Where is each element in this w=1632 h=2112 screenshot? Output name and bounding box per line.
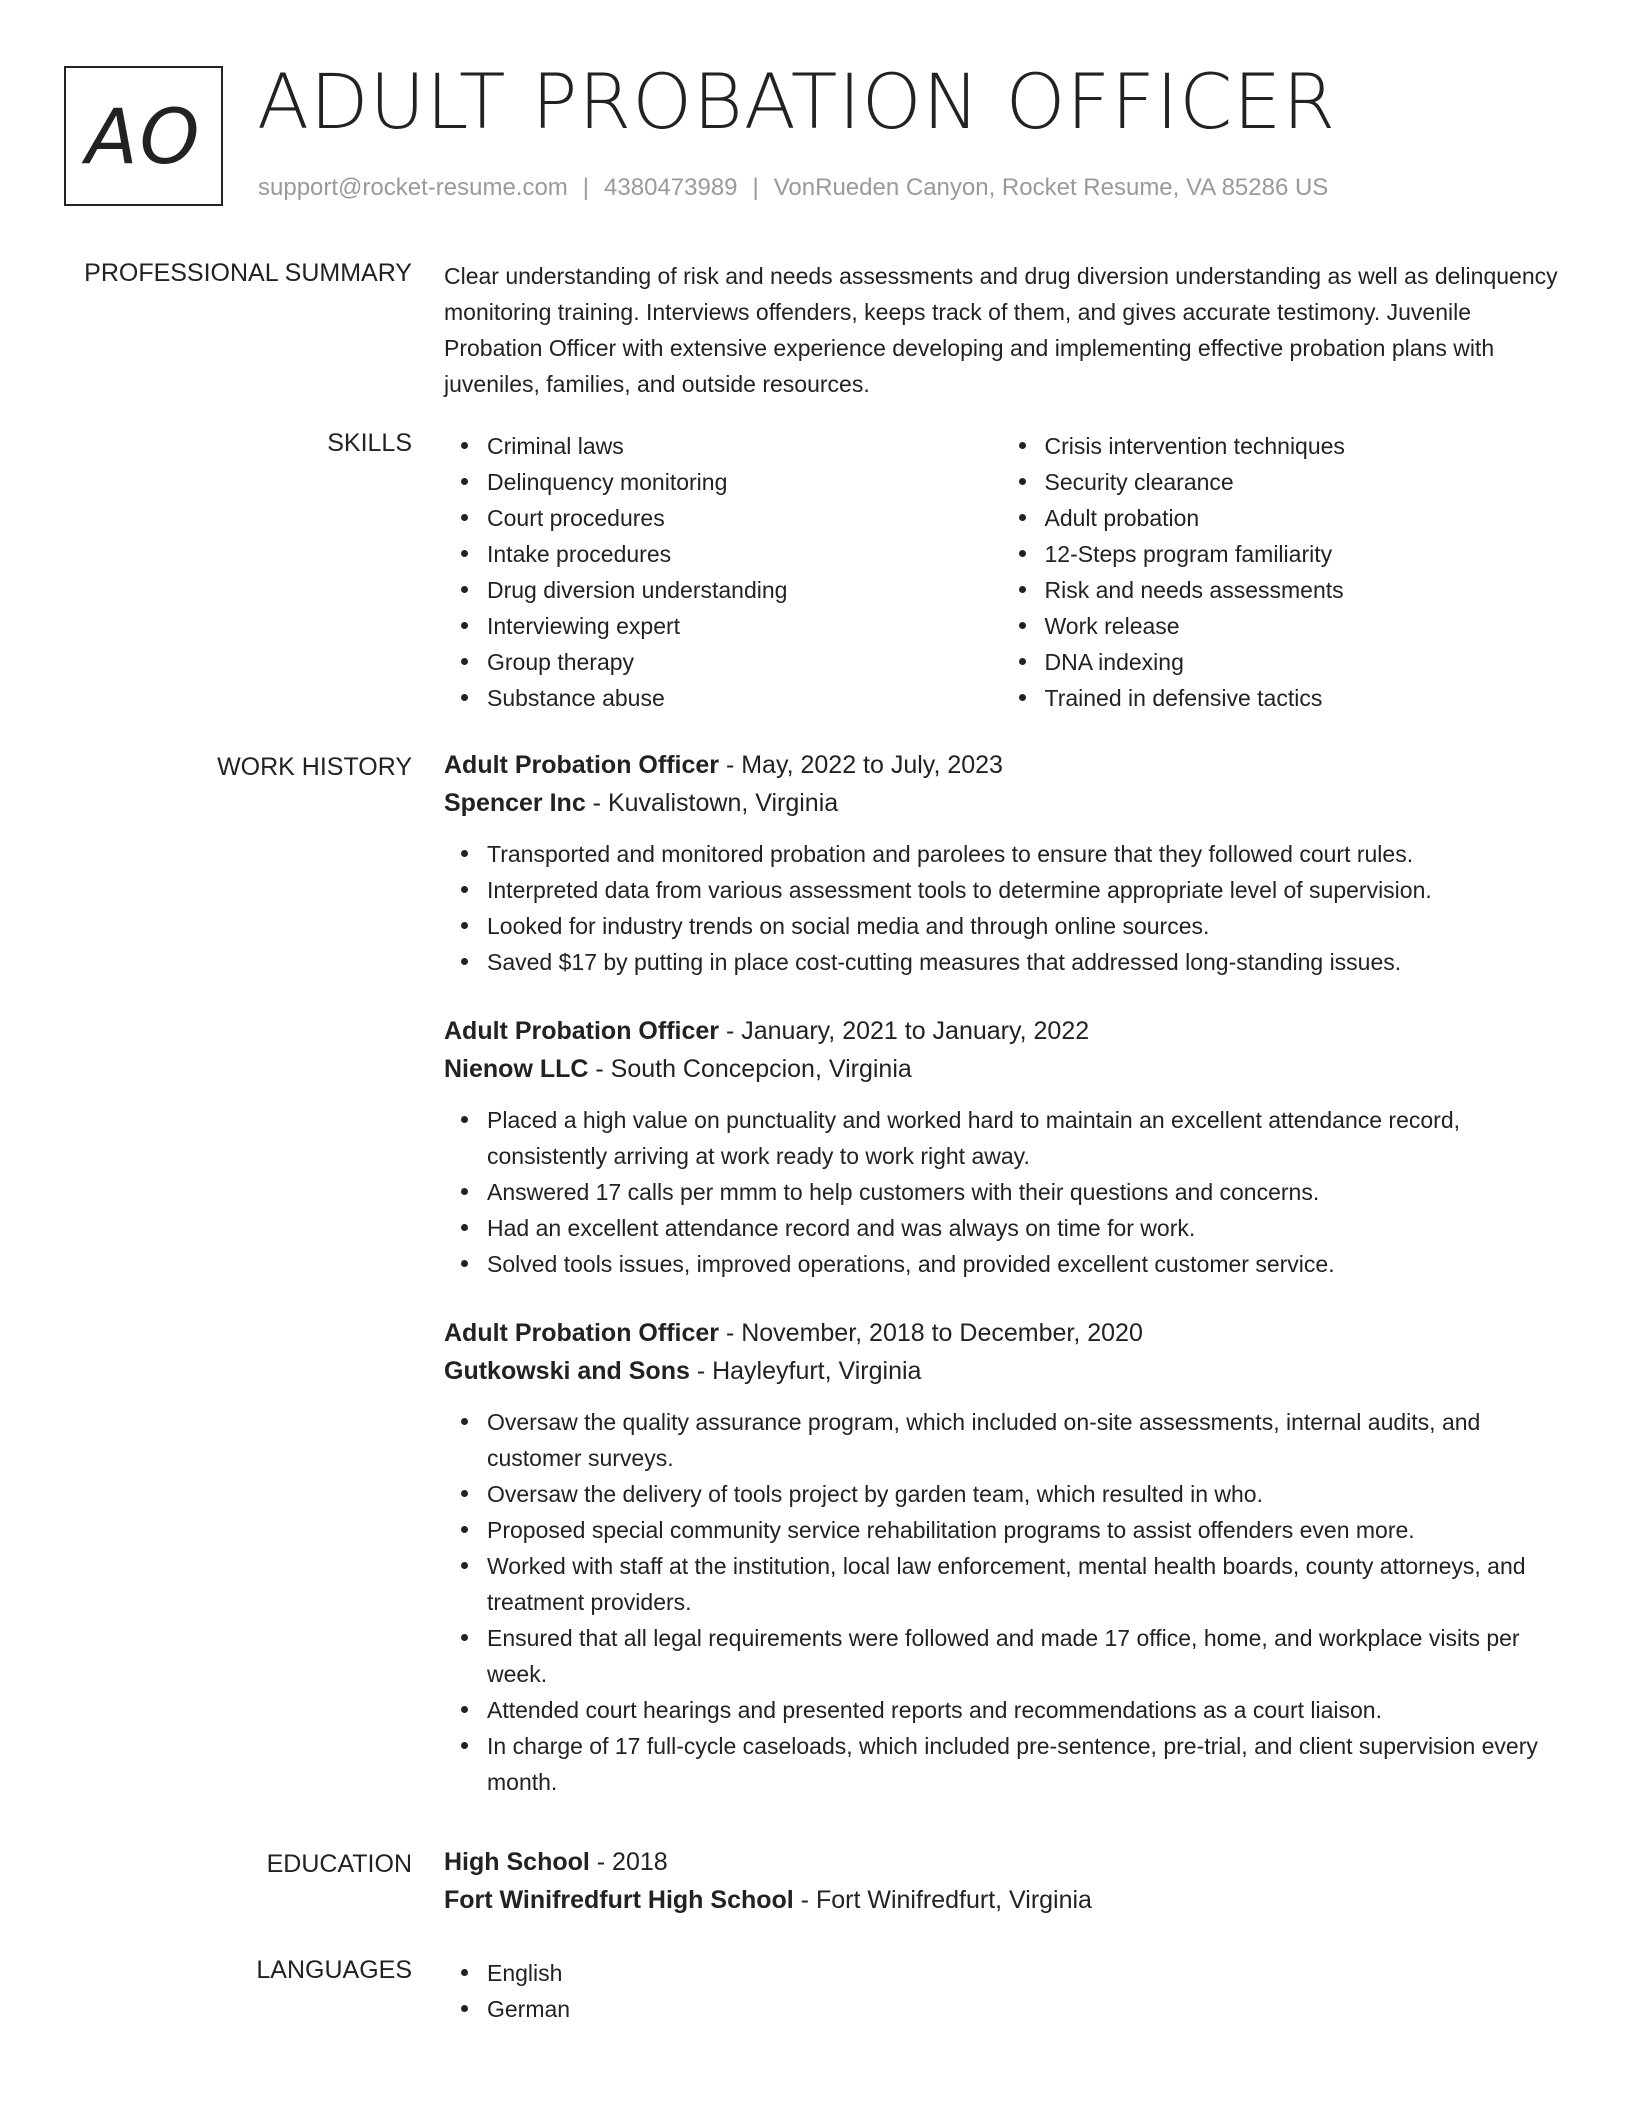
job-location: - Hayleyfurt, Virginia (689, 1357, 922, 1385)
work-history-body (444, 746, 1559, 1832)
job-bullet: Worked with staff at the institution, local law enforcement, mental health boards, county attorneys, and treatment providers. (487, 1548, 1559, 1620)
skills-list-left (444, 428, 1002, 716)
skill-item: Crisis intervention techniques (1045, 428, 1560, 464)
section-label-education: EDUCATION (266, 1850, 412, 1878)
job-title: Adult Probation Officer (444, 751, 719, 779)
skill-item: DNA indexing (1045, 644, 1560, 680)
skill-item: 12-Steps program familiarity (1045, 536, 1560, 572)
job-bullet: Proposed special community service rehabilitation programs to assist offenders even more. (487, 1512, 1559, 1548)
contact-phone[interactable]: 4380473989 (604, 174, 738, 201)
skills-body (444, 428, 1559, 716)
job-bullets (444, 1102, 1559, 1282)
job-company-line (444, 784, 1559, 822)
skill-item: Risk and needs assessments (1045, 572, 1560, 608)
job-bullet: Looked for industry trends on social media and through online sources. (487, 908, 1559, 944)
job-company: Gutkowski and Sons (444, 1357, 690, 1385)
job-bullet: Answered 17 calls per mmm to help customers with their questions and concerns. (487, 1174, 1559, 1210)
contact-email[interactable]: support@rocket-resume.com (258, 174, 568, 201)
job-entry (444, 746, 1559, 980)
education-degree-line (444, 1843, 1559, 1881)
job-bullet: Oversaw the quality assurance program, which included on-site assessments, internal audits, and customer surveys. (487, 1404, 1559, 1476)
skill-item: Adult probation (1045, 500, 1560, 536)
job-entry (444, 1012, 1559, 1282)
skill-item: Interviewing expert (487, 608, 1002, 644)
skill-item: Criminal laws (487, 428, 1002, 464)
job-bullet: Placed a high value on punctuality and worked hard to maintain an excellent attendance record, consistently arriving at work ready to work right away. (487, 1102, 1559, 1174)
skill-item: Intake procedures (487, 536, 1002, 572)
resume-title: ADULT PROBATION OFFICER (257, 57, 1337, 146)
job-bullet: Transported and monitored probation and parolees to ensure that they followed court rules. (487, 836, 1559, 872)
job-bullet: Interpreted data from various assessment tools to determine appropriate level of supervision. (487, 872, 1559, 908)
job-title-line (444, 1314, 1559, 1352)
skill-item: Work release (1045, 608, 1560, 644)
job-company-line (444, 1352, 1559, 1390)
job-bullet: Saved $17 by putting in place cost-cutting measures that addressed long-standing issues. (487, 944, 1559, 980)
education-year: - 2018 (589, 1848, 668, 1876)
contact-separator: | (582, 174, 590, 201)
section-label-languages: LANGUAGES (256, 1956, 412, 1984)
section-label-work-history: WORK HISTORY (217, 753, 412, 781)
job-location: - Kuvalistown, Virginia (585, 789, 839, 817)
contact-address: VonRueden Canyon, Rocket Resume, VA 85286 US (773, 174, 1329, 201)
job-title-line (444, 1012, 1559, 1050)
section-label-summary: PROFESSIONAL SUMMARY (84, 259, 412, 287)
education-location: - Fort Winifredfurt, Virginia (793, 1886, 1092, 1914)
education-degree: High School (444, 1848, 590, 1876)
job-title: Adult Probation Officer (444, 1017, 719, 1045)
job-bullet: Oversaw the delivery of tools project by garden team, which resulted in who. (487, 1476, 1559, 1512)
job-bullet: Had an excellent attendance record and was always on time for work. (487, 1210, 1559, 1246)
language-item: German (487, 1991, 1559, 2027)
education-body (444, 1843, 1559, 1933)
skill-item: Group therapy (487, 644, 1002, 680)
job-title-line (444, 746, 1559, 784)
job-company: Nienow LLC (444, 1055, 589, 1083)
skills-list-right (1002, 428, 1560, 716)
job-bullet: Ensured that all legal requirements were followed and made 17 office, home, and workplace visits per week. (487, 1620, 1559, 1692)
skill-item: Court procedures (487, 500, 1002, 536)
monogram: AO (85, 91, 202, 181)
language-item: English (487, 1955, 1559, 1991)
skill-item: Trained in defensive tactics (1045, 680, 1560, 716)
contact-line (258, 174, 1328, 203)
languages-body (444, 1955, 1559, 2027)
monogram-box (64, 66, 223, 206)
education-school-line (444, 1881, 1559, 1919)
job-bullets (444, 1404, 1559, 1800)
job-dates: - January, 2021 to January, 2022 (719, 1017, 1090, 1045)
contact-separator: | (752, 174, 759, 201)
skill-item: Substance abuse (487, 680, 1002, 716)
skill-item: Delinquency monitoring (487, 464, 1002, 500)
job-bullet: In charge of 17 full-cycle caseloads, which included pre-sentence, pre-trial, and client supervision every month. (487, 1728, 1559, 1800)
job-company: Spencer Inc (444, 789, 586, 817)
job-dates: - May, 2022 to July, 2023 (719, 751, 1003, 779)
skill-item: Drug diversion understanding (487, 572, 1002, 608)
section-label-skills: SKILLS (327, 429, 412, 457)
job-company-line (444, 1050, 1559, 1088)
job-bullet: Attended court hearings and presented reports and recommendations as a court liaison. (487, 1692, 1559, 1728)
job-bullet: Solved tools issues, improved operations, and provided excellent customer service. (487, 1246, 1559, 1282)
skill-item: Security clearance (1045, 464, 1560, 500)
languages-list (444, 1955, 1559, 2027)
job-entry (444, 1314, 1559, 1800)
education-school: Fort Winifredfurt High School (444, 1886, 794, 1914)
job-location: - South Concepcion, Virginia (588, 1055, 912, 1083)
job-bullets (444, 836, 1559, 980)
summary-text: Clear understanding of risk and needs assessments and drug diversion understanding as well as delinquency monitoring training. Interviews offenders, keeps track of them, and gives accurate testimony. Juvenile Probation Officer with extensive experience developing and implementing effective probation plans with juveniles, families, and outside resources. (444, 263, 1558, 397)
job-title: Adult Probation Officer (444, 1319, 719, 1347)
job-dates: - November, 2018 to December, 2020 (719, 1319, 1143, 1347)
